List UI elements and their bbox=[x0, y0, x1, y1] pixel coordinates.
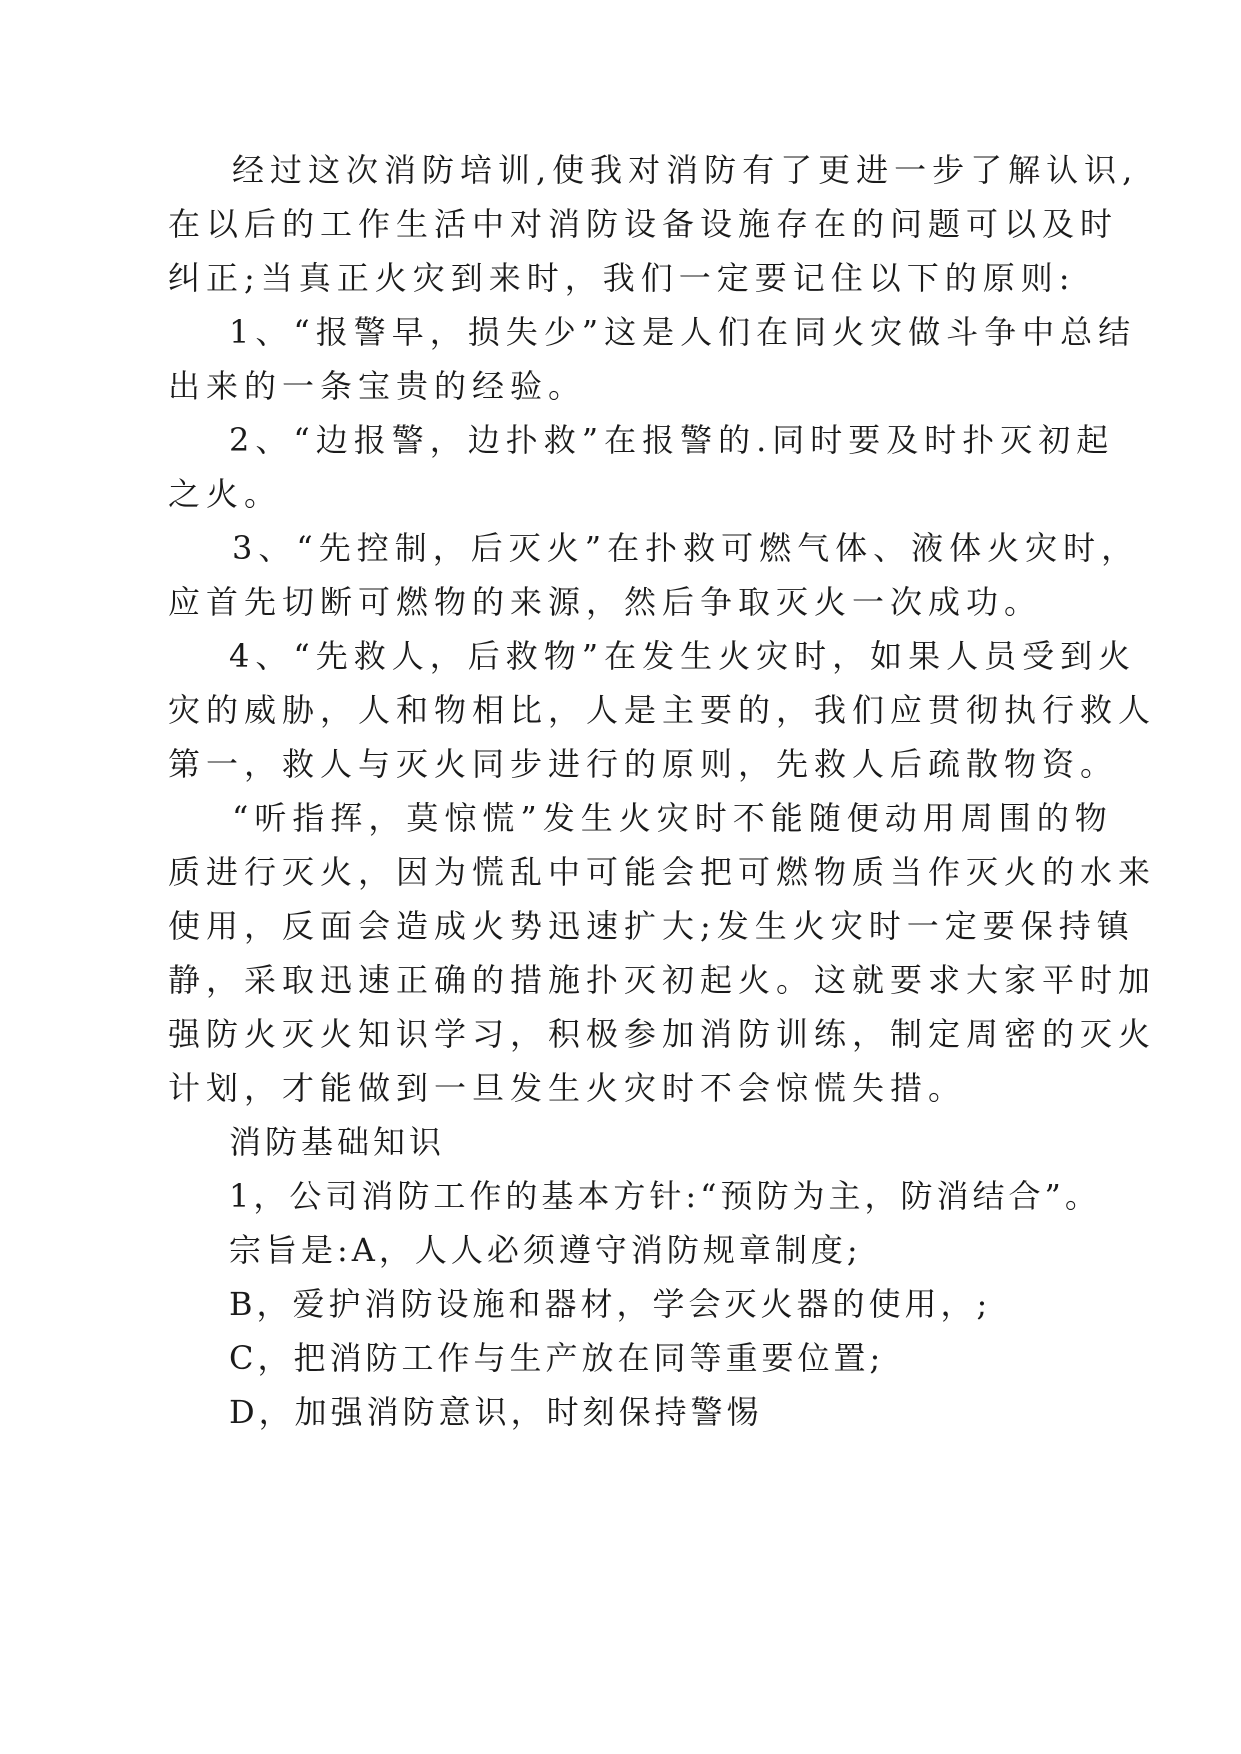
section-line-2: 宗旨是:A，人人必须遵守消防规章制度; bbox=[229, 1231, 862, 1269]
principle-5-line-4: 静，采取迅速正确的措施扑灭初起火。这就要求大家平时加 bbox=[168, 961, 1157, 999]
section-line-3: B，爱护消防设施和器材，学会灭火器的使用，; bbox=[229, 1285, 992, 1323]
principle-5-line-2: 质进行灭火，因为慌乱中可能会把可燃物质当作灭火的水来 bbox=[168, 853, 1157, 891]
principle-1-line-1: 1、“报警早，损失少”这是人们在同火灾做斗争中总结 bbox=[229, 313, 1137, 351]
principle-4-line-2: 灾的威胁，人和物相比，人是主要的，我们应贯彻执行救人 bbox=[168, 691, 1157, 729]
principle-3-line-2: 应首先切断可燃物的来源，然后争取灭火一次成功。 bbox=[168, 583, 1043, 621]
principle-5-line-5: 强防火灭火知识学习，积极参加消防训练，制定周密的灭火 bbox=[168, 1015, 1157, 1053]
principle-4-line-3: 第一，救人与灭火同步进行的原则，先救人后疏散物资。 bbox=[168, 745, 1119, 783]
section-heading: 消防基础知识 bbox=[229, 1123, 446, 1161]
paragraph-1-line-2: 在以后的工作生活中对消防设备设施存在的问题可以及时 bbox=[168, 205, 1119, 243]
principle-2-line-2: 之火。 bbox=[168, 475, 283, 513]
section-line-1: 1，公司消防工作的基本方针:“预防为主，防消结合”。 bbox=[229, 1177, 1101, 1215]
principle-5-line-6: 计划，才能做到一旦发生火灾时不会惊慌失措。 bbox=[168, 1069, 967, 1107]
principle-4-line-1: 4、“先救人，后救物”在发生火灾时，如果人员受到火 bbox=[229, 637, 1137, 675]
paragraph-1-line-3: 纠正;当真正火灾到来时，我们一定要记住以下的原则: bbox=[168, 259, 1076, 297]
principle-5-line-3: 使用，反面会造成火势迅速扩大;发生火灾时一定要保持镇 bbox=[168, 907, 1135, 945]
principle-2-line-1: 2、“边报警，边扑救”在报警的.同时要及时扑灭初起 bbox=[229, 421, 1115, 459]
principle-3-line-1: 3、“先控制，后灭火”在扑救可燃气体、液体火灾时， bbox=[232, 529, 1140, 567]
section-line-5: D，加强消防意识，时刻保持警惕 bbox=[229, 1393, 763, 1431]
principle-5-line-1: “听指挥，莫惊慌”发生火灾时不能随便动用周围的物 bbox=[232, 799, 1113, 837]
principle-1-line-2: 出来的一条宝贵的经验。 bbox=[168, 367, 587, 405]
paragraph-1-line-1: 经过这次消防培训,使我对消防有了更进一步了解认识, bbox=[232, 151, 1139, 189]
section-line-4: C，把消防工作与生产放在同等重要位置; bbox=[229, 1339, 885, 1377]
